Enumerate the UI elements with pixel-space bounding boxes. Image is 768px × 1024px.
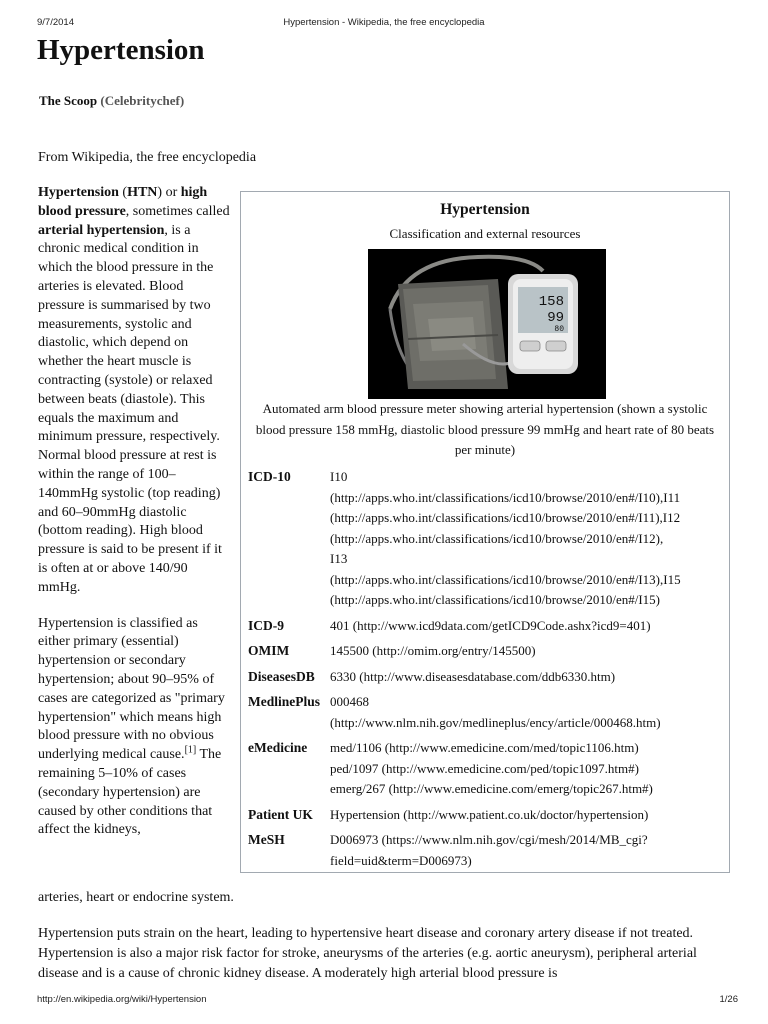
- infobox-caption: Automated arm blood pressure meter showing arterial hypertension (shown a systolic blood pressure 158 mmHg, diastolic blood pressure 99 mmHg and heart rate of 80 beats per minute): [255, 401, 715, 457]
- infobox-row-value[interactable]: 401 (http://www.icd9data.com/getICD9Code.ashx?icd9=401): [330, 617, 651, 633]
- scoop-link[interactable]: The Scoop: [39, 93, 98, 108]
- infobox-row-value[interactable]: 145500 (http://omim.org/entry/145500): [330, 643, 536, 658]
- lead-paragraph-2-tail: arteries, heart or endocrine system.: [38, 890, 234, 905]
- text-run: , is a chronic medical condition in which the blood pressure in the arteries is elevated. Blood pressure is summarised by two measurements, systolic and diastolic, which depend on whether the heart muscle is contracting (systole) or relaxed between beats (diastole). This equals the maximum and minimum pressure, respectively. Normal blood pressure at rest is within the range of 100–140mmHg systolic (top reading) and 60–90mmHg diastolic (bottom reading). High blood pressure is said to be present if it is often at or above 140/90 mmHg.: [38, 222, 222, 595]
- infobox-subtitle: Classification and external resources: [389, 226, 581, 241]
- term-high-blood-pressure: high blood pressure: [38, 185, 208, 219]
- infobox-title: Hypertension: [440, 201, 530, 218]
- text-run: , sometimes called: [125, 203, 230, 219]
- term-hypertension: Hypertension: [38, 185, 119, 200]
- infobox-row-key[interactable]: OMIM: [248, 643, 290, 658]
- infobox-row: [248, 667, 725, 688]
- term-arterial-hypertension: arterial hypertension: [38, 222, 165, 238]
- from-wikipedia: From Wikipedia, the free encyclopedia: [38, 150, 257, 165]
- infobox-row-value[interactable]: I10 (http://apps.who.int/classifications/icd10/browse/2010/en#/I10),I11 (http://apps.who.int/classifications/icd10/browse/2010/en#/I11),I12 (http://apps.who.int/classifications/icd10/browse/2010/en#/I12), I13 (http://apps.who.int/classifications/icd10/browse/2010/en#/I13),I15 (http://apps.who.int/classifications/icd10/browse/2010/en#/I15): [330, 469, 681, 607]
- infobox-row-value[interactable]: Hypertension (http://www.patient.co.uk/doctor/hypertension): [330, 806, 649, 822]
- reference-1-link[interactable]: [1]: [184, 744, 197, 756]
- text-run: The remaining 5–10% of cases (secondary hypertension) are caused by other conditions that affect the kidneys,: [38, 747, 222, 838]
- print-page-number: 1/26: [719, 994, 738, 1005]
- monitor-pulse: 80: [554, 325, 564, 334]
- scoop-line: [39, 93, 184, 109]
- infobox-row-key[interactable]: MedlinePlus: [248, 694, 321, 709]
- print-url[interactable]: http://en.wikipedia.org/wiki/Hypertension: [37, 994, 207, 1005]
- infobox-row: [248, 616, 725, 637]
- monitor-diastolic: 99: [547, 310, 564, 326]
- text-run: ) or: [157, 185, 181, 200]
- infobox-row-value[interactable]: med/1106 (http://www.emedicine.com/med/topic1106.htm) ped/1097 (http://www.emedicine.com/ped/topic1097.htm#) emerg/267 (http://www.emedicine.com/emerg/topic267.htm#): [330, 740, 653, 796]
- text-run: (: [118, 185, 128, 200]
- infobox-row-key[interactable]: ICD-10: [248, 469, 291, 484]
- infobox-row-value[interactable]: 000468 (http://www.nlm.nih.gov/medlineplus/ency/article/000468.htm): [330, 694, 661, 730]
- lead-paragraph-2: [38, 615, 230, 841]
- infobox-row-key[interactable]: Patient UK: [248, 806, 313, 822]
- infobox-row: [248, 641, 725, 662]
- infobox-row-key[interactable]: eMedicine: [248, 740, 308, 755]
- infobox-row: [248, 692, 725, 733]
- lead-paragraph-1: [38, 184, 230, 598]
- term-htn: HTN: [127, 185, 158, 200]
- infobox-rows: [248, 467, 725, 876]
- infobox-row-key[interactable]: MeSH: [248, 832, 285, 847]
- infobox-row-value[interactable]: 6330 (http://www.diseasesdatabase.com/ddb6330.htm): [330, 668, 616, 684]
- text-run: Hypertension is classified as either primary (essential) hypertension or secondary hypertension; about 90–95% of cases are categorized as "primary hypertension" which means high blood pressure with no obvious underlying medical cause.: [38, 615, 225, 763]
- print-date: 9/7/2014: [37, 17, 74, 28]
- monitor-systolic: 158: [538, 294, 564, 310]
- infobox-row-key[interactable]: ICD-9: [248, 617, 284, 633]
- blood-pressure-meter-image[interactable]: [368, 249, 606, 399]
- article-title: Hypertension: [37, 34, 205, 66]
- body-paragraph-3: Hypertension puts strain on the heart, leading to hypertensive heart disease and coronary artery disease if not treated. Hypertension is also a major risk factor for stroke, aneurysms of the arteries (e.g. aortic aneurysm), peripheral arterial disease and is a cause of chronic kidney disease. A moderately high arterial blood pressure is: [38, 926, 697, 981]
- infobox-row-key[interactable]: DiseasesDB: [248, 668, 315, 684]
- infobox-row: [248, 467, 725, 611]
- print-doc-title: Hypertension - Wikipedia, the free encyclopedia: [283, 17, 485, 28]
- infobox-row: [248, 738, 725, 800]
- infobox-row: [248, 805, 725, 826]
- infobox-row: [248, 830, 725, 871]
- infobox-row-value[interactable]: D006973 (https://www.nlm.nih.gov/cgi/mesh/2014/MB_cgi? field=uid&term=D006973): [330, 832, 648, 868]
- infobox: [240, 191, 730, 873]
- lead-column: [38, 184, 230, 857]
- scoop-author[interactable]: (Celebritychef): [100, 93, 185, 108]
